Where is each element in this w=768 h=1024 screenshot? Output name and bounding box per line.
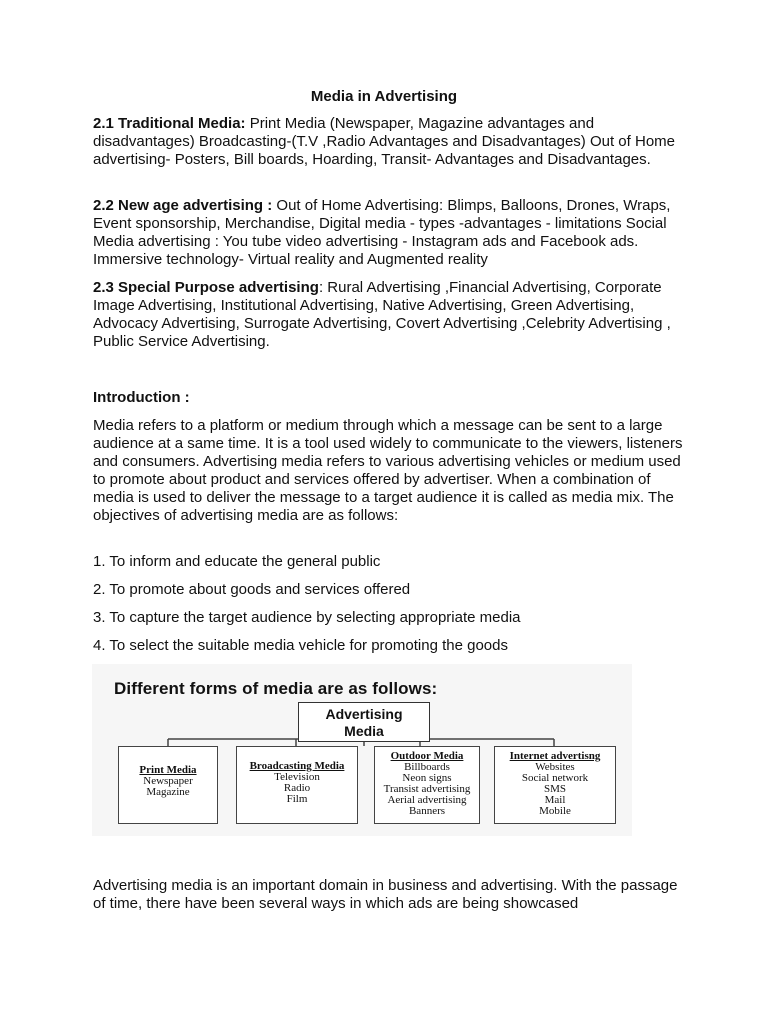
node-heading: Broadcasting Media xyxy=(249,760,345,772)
node-item: Radio xyxy=(283,782,311,794)
node-item: Social network xyxy=(521,772,589,784)
section-2-1 xyxy=(93,115,683,169)
section-2-2-text: Out of Home Advertising: Blimps, Balloons, Drones, Wraps, Event sponsorship, Merchandise, Digital media - types -advantages - limitations Social Media advertising : You tube video advertising - Instagram ads and Facebook ads. Immersive technology- Virtual reality and Augmented reality xyxy=(93,197,671,268)
objective-item: 3. To capture the target audience by selecting appropriate media xyxy=(93,609,521,626)
closing-text: Advertising media is an important domain in business and advertising. With the passage of time, there have been several ways in which ads are being showcased xyxy=(93,877,678,912)
objective-item: 2. To promote about goods and services offered xyxy=(93,581,411,598)
node-internet-advertising xyxy=(494,746,616,824)
objective-item: 4. To select the suitable media vehicle for promoting the goods xyxy=(93,637,508,654)
node-item: SMS xyxy=(543,783,567,795)
node-heading: Print Media xyxy=(139,764,197,776)
node-item: Magazine xyxy=(146,786,190,798)
node-outdoor-media xyxy=(374,746,480,824)
node-item: Billboards xyxy=(404,761,450,773)
node-item: Banners xyxy=(408,805,446,817)
objective-item: 1. To inform and educate the general public xyxy=(93,553,381,570)
root-node-line2: Media xyxy=(344,723,384,739)
node-item: Mobile xyxy=(539,805,571,817)
section-2-1-text: Print Media (Newspaper, Magazine advantages and disadvantages) Broadcasting-(T.V ,Radio Advantages and Disadvantages) Out of Home advertising- Posters, Bill boards, Hoarding, Transit- Advantages and Disadvantages. xyxy=(93,115,675,168)
section-2-1-heading: 2.1 Traditional Media: xyxy=(93,115,246,132)
node-print-media xyxy=(118,746,218,824)
node-item: Transist advertising xyxy=(383,783,471,795)
node-item: Neon signs xyxy=(402,772,452,784)
node-item: Newspaper xyxy=(143,775,193,787)
media-forms-diagram xyxy=(92,664,632,836)
section-2-3-heading: 2.3 Special Purpose advertising xyxy=(93,279,319,296)
section-2-2 xyxy=(93,197,683,269)
introduction-heading: Introduction : xyxy=(93,389,190,406)
node-item: Television xyxy=(274,771,320,783)
document-title: Media in Advertising xyxy=(310,88,458,105)
node-item: Websites xyxy=(535,761,575,773)
node-item: Mail xyxy=(544,794,566,806)
node-broadcasting-media xyxy=(236,746,358,824)
section-2-2-heading: 2.2 New age advertising : xyxy=(93,197,273,214)
root-node-advertising-media xyxy=(298,702,430,742)
diagram-heading: Different forms of media are as follows: xyxy=(114,679,438,698)
root-node-line1: Advertising xyxy=(325,706,403,722)
node-item: Aerial advertising xyxy=(387,794,467,806)
section-2-3 xyxy=(93,279,683,351)
node-heading: Outdoor Media xyxy=(390,750,464,762)
node-item: Film xyxy=(286,793,308,805)
node-heading: Internet advertisng xyxy=(509,750,601,762)
introduction-text: Media refers to a platform or medium through which a message can be sent to a large audience at a same time. It is a tool used widely to communicate to the viewers, listeners and consumers. Advertising media refers to various advertising vehicles or medium used to promote about product and services offered by advertiser. When a combination of media is used to deliver the message to a target audience it is called as media mix. The objectives of advertising media are as follows: xyxy=(93,417,683,524)
section-2-3-text: : Rural Advertising ,Financial Advertising, Corporate Image Advertising, Institutional Advertising, Native Advertising, Green Advertising, Advocacy Advertising, Surrogate Advertising, Covert Advertising ,Celebrity Advertising , Public Service Advertising. xyxy=(93,279,671,350)
